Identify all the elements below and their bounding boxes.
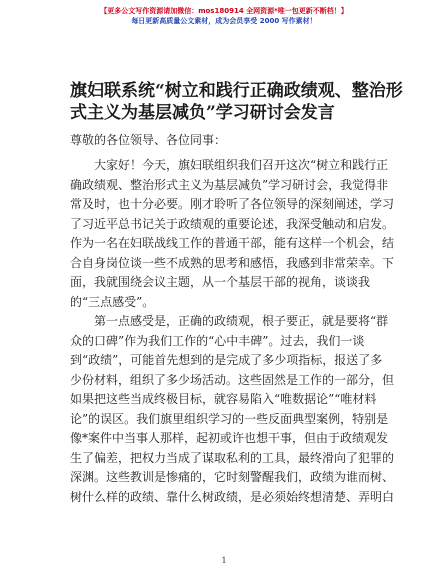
text-line: 作为一名在妇联战线工作的普通干部，能有这样一个机会，结 bbox=[70, 236, 395, 250]
text-line: 合自身岗位谈一些不成熟的思考和感悟，我感到非常荣幸。下 bbox=[70, 255, 395, 270]
text-line: 如果把这些当成终极目标，就容易陷入“唯数据论”“唯材料 bbox=[70, 392, 377, 406]
promo-banner-line-1: 【更多公文写作资源请加微信：mos180914 全网资源*唯一包更新不断档！】 bbox=[100, 7, 348, 15]
salutation: 尊敬的各位领导、各位同事： bbox=[70, 133, 227, 147]
text-line: 少份材料，组织了多少场活动。这些固然是工作的一部分，但 bbox=[70, 372, 395, 387]
title-line: 旗妇联系统“树立和践行正确政绩观、整治形 bbox=[70, 81, 403, 101]
text-line: 到“政绩”，可能首先想到的是完成了多少项指标，报送了多 bbox=[70, 353, 383, 367]
title-line: 式主义为基层减负”学习研讨会发言 bbox=[70, 103, 335, 123]
text-line: 论”的误区。我们旗里组织学习的一些反面典型案例，特别是 bbox=[70, 411, 389, 426]
text-line: 确政绩观、整治形式主义为基层减负”学习研讨会，我觉得非 bbox=[70, 177, 389, 192]
promo-banner bbox=[0, 6, 448, 26]
paragraph-2 bbox=[70, 312, 395, 507]
text-line: 面，我就围绕会议主题，从一个基层干部的视角，谈谈我 bbox=[70, 275, 371, 289]
text-line: 大家好！今天，旗妇联组织我们召开这次“树立和践行正 bbox=[70, 158, 389, 172]
promo-banner-line-2: 每日更新高质量公文素材，成为会员享受 2000 写作素材！ bbox=[131, 17, 317, 25]
text-line: 生了偏差，把权力当成了谋取私利的工具，最终滑向了犯罪的 bbox=[70, 450, 395, 465]
page-number: 1 bbox=[221, 556, 227, 565]
text-line: 树什么样的政绩、靠什么树政绩，是必须始终想清楚、弄明白 bbox=[70, 489, 395, 504]
text-line: 第一点感受是，正确的政绩观，根子要正，就是要将“群 bbox=[70, 314, 389, 328]
text-line: 深渊。这些教训是惨痛的，它时刻警醒我们，政绩为谁而树、 bbox=[70, 470, 395, 484]
text-line: 了习近平总书记关于政绩观的重要论述，我深受触动和启发。 bbox=[70, 216, 395, 231]
document-title bbox=[70, 80, 403, 124]
text-line: 常及时，也十分必要。刚才聆听了各位领导的深刻阐述，学习 bbox=[70, 197, 395, 211]
paragraph-1 bbox=[70, 156, 395, 312]
text-line: 像*案件中当事人那样，起初或许也想干事，但由于政绩观发 bbox=[70, 431, 389, 445]
text-line: 的“三点感受”。 bbox=[70, 294, 155, 309]
text-line: 众的口碑”作为我们工作的“心中丰碑”。过去，我们一谈 bbox=[70, 333, 365, 348]
